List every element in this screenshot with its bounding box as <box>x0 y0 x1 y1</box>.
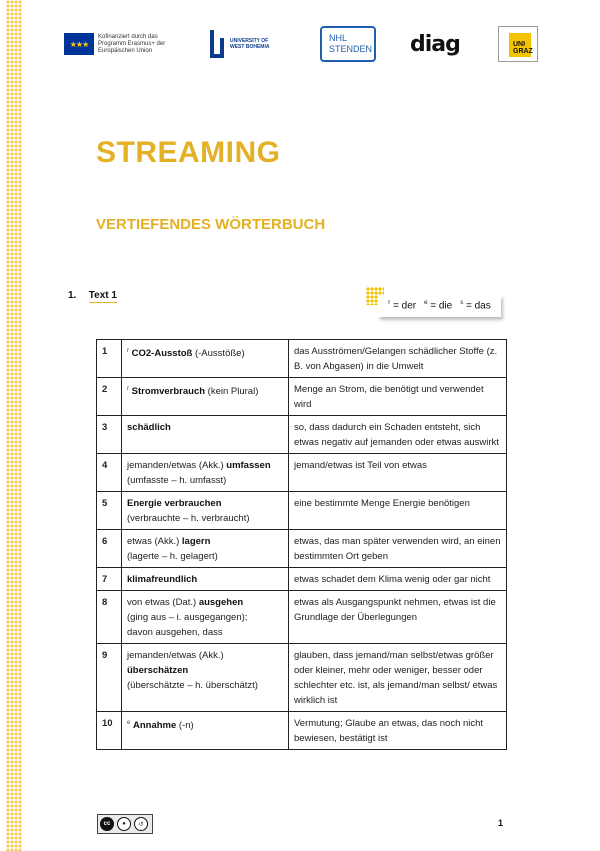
article-marker: r <box>127 386 129 392</box>
logo-bar <box>62 22 542 66</box>
table-row <box>97 568 507 591</box>
term-prefix: etwas (Akk.) <box>127 536 182 547</box>
term-prefix: jemanden/etwas (Akk.) <box>127 650 224 661</box>
table-row <box>97 454 507 492</box>
page-subtitle: VERTIEFENDES WÖRTERBUCH <box>96 216 326 233</box>
definition-cell: eine bestimmte Menge Energie benötigen <box>289 492 507 530</box>
term-cell <box>122 530 289 568</box>
term-cell <box>122 712 289 750</box>
term-prefix: jemanden/etwas (Akk.) <box>127 460 227 471</box>
term-cell <box>122 492 289 530</box>
term-headword: Annahme <box>132 720 177 732</box>
term-headword: CO2-Ausstoß <box>131 348 193 360</box>
definition-cell: etwas, das man später verwenden wird, an einen bestimmten Ort geben <box>289 530 507 568</box>
term-grammar-line: davon ausgehen, dass <box>127 627 223 638</box>
term-grammar-line: (verbrauchte – h. verbraucht) <box>127 513 250 524</box>
uni-graz-logo <box>498 22 538 66</box>
nhl-line1: NHL <box>329 33 348 43</box>
term-headword: ausgehen <box>198 597 244 608</box>
row-number: 7 <box>97 568 122 591</box>
table-row <box>97 340 507 378</box>
term-grammar-line: (lagerte – h. gelagert) <box>127 551 218 562</box>
row-number: 10 <box>97 712 122 750</box>
row-number: 1 <box>97 340 122 378</box>
row-number: 6 <box>97 530 122 568</box>
definition-cell: glauben, dass jemand/man selbst/etwas größer oder kleiner, mehr oder weniger, besser oder schlechter etc. ist, als jemand/man selbst/ etwas wirklich ist <box>289 644 507 712</box>
term-suffix: (-Ausstöße) <box>192 348 245 360</box>
row-number: 4 <box>97 454 122 492</box>
nhl-stenden-logo <box>320 22 376 66</box>
page-number: 1 <box>498 818 504 828</box>
term-cell <box>122 644 289 712</box>
term-headword: lagern <box>181 536 211 547</box>
term-cell <box>122 378 289 416</box>
west-bohemia-logo <box>210 22 274 66</box>
definition-cell: etwas als Ausgangspunkt nehmen, etwas ist die Grundlage der Überlegungen <box>289 591 507 644</box>
definition-cell: jemand/etwas ist Teil von etwas <box>289 454 507 492</box>
article-marker: e <box>127 720 131 726</box>
term-cell <box>122 568 289 591</box>
table-row <box>97 416 507 454</box>
section-number: 1. <box>68 290 77 301</box>
table-row <box>97 530 507 568</box>
row-number: 9 <box>97 644 122 712</box>
table-row <box>97 591 507 644</box>
section-label: Text 1 <box>88 290 117 301</box>
page-title: STREAMING <box>96 136 281 169</box>
nhl-line2: STENDEN <box>329 44 373 54</box>
term-headword: Energie verbrauchen <box>127 498 222 509</box>
term-grammar-line: (ging aus – i. ausgegangen); <box>127 612 248 623</box>
legend-der: $^r$ = der <box>388 300 417 312</box>
term-grammar-line: (umfasste – h. umfasst) <box>127 475 227 486</box>
creative-commons-badge <box>97 814 153 834</box>
section-heading <box>68 290 117 301</box>
west-bohemia-icon <box>210 30 224 58</box>
cc-icon: cc <box>100 817 114 831</box>
term-cell <box>122 340 289 378</box>
by-icon: ● <box>117 817 131 831</box>
row-number: 3 <box>97 416 122 454</box>
definition-cell: so, dass dadurch ein Schaden entsteht, sich etwas negativ auf jemanden oder etwas auswirkt <box>289 416 507 454</box>
definition-cell: das Ausströmen/Gelangen schädlicher Stoffe (z. B. von Abgasen) in die Umwelt <box>289 340 507 378</box>
erasmus-caption: Kofinanziert durch das Programm Erasmus+ der Europäischen Union <box>98 33 166 54</box>
legend-das: $^s$ = das <box>460 300 491 312</box>
vocabulary-table <box>96 339 507 750</box>
row-number: 5 <box>97 492 122 530</box>
term-headword: klimafreundlich <box>127 574 198 585</box>
row-number: 2 <box>97 378 122 416</box>
table-row <box>97 492 507 530</box>
erasmus-logo <box>64 22 176 66</box>
sa-icon: ↺ <box>134 817 148 831</box>
table-row <box>97 644 507 712</box>
row-number: 8 <box>97 591 122 644</box>
diag-logo <box>410 22 460 66</box>
west-bohemia-caption: UNIVERSITY OF WEST BOHEMIA <box>230 38 270 50</box>
table-row <box>97 712 507 750</box>
legend-die: $^e$ = die <box>424 300 453 312</box>
article-marker: r <box>127 348 129 354</box>
diag-wordmark: diag <box>410 31 460 57</box>
term-cell <box>122 454 289 492</box>
term-prefix: von etwas (Dat.) <box>127 597 199 608</box>
eu-flag-icon: ★★★ <box>64 33 94 55</box>
decorative-dot-border <box>6 0 22 851</box>
term-suffix: (-n) <box>176 720 194 732</box>
table-row <box>97 378 507 416</box>
term-headword: Stromverbrauch <box>131 386 206 398</box>
term-headword: schädlich <box>127 422 171 433</box>
term-headword: überschätzen <box>127 665 189 676</box>
definition-cell: Vermutung; Glaube an etwas, das noch nicht bewiesen, bestätigt ist <box>289 712 507 750</box>
definition-cell: Menge an Strom, die benötigt und verwendet wird <box>289 378 507 416</box>
term-headword: umfassen <box>226 460 271 471</box>
uni-graz-text: UNI GRAZ <box>513 41 533 55</box>
term-cell <box>122 416 289 454</box>
article-legend <box>378 295 501 317</box>
term-suffix: (kein Plural) <box>205 386 259 398</box>
term-cell <box>122 591 289 644</box>
term-grammar-line: (überschätzte – h. überschätzt) <box>127 680 258 691</box>
definition-cell: etwas schadet dem Klima wenig oder gar nicht <box>289 568 507 591</box>
